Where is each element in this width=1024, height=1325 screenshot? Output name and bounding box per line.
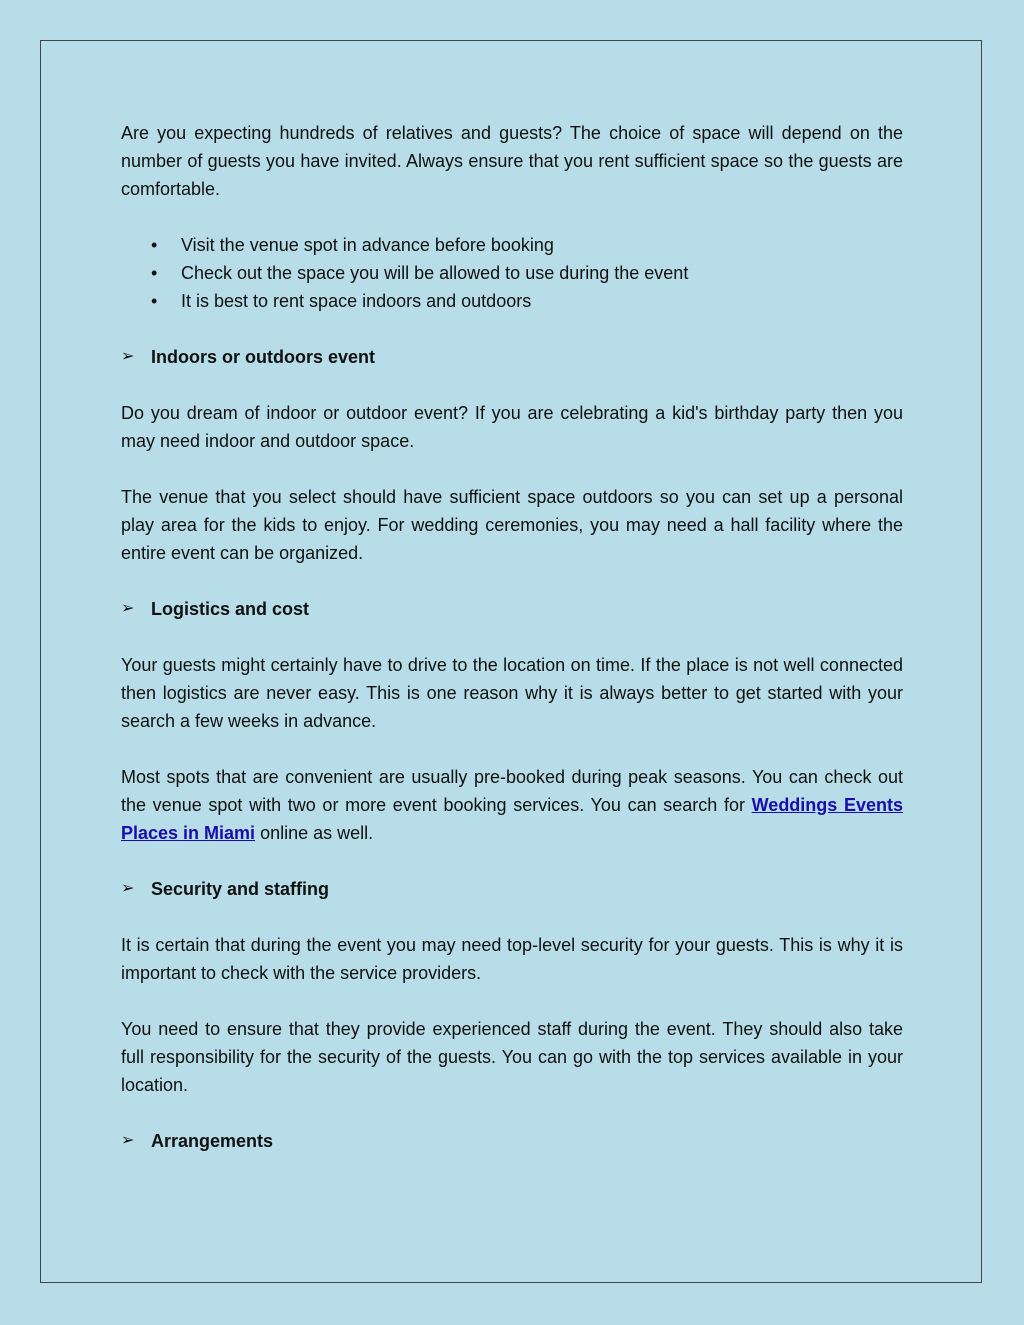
section-heading-text: Logistics and cost [151,599,310,619]
bullet-icon: • [151,291,158,311]
intro-bullet-list [121,231,903,315]
section-heading-indoors [121,343,903,371]
list-item-text: Visit the venue spot in advance before booking [181,235,554,255]
indoors-paragraph-2: The venue that you select should have sufficient space outdoors so you can set up a personal play area for the kids to enjoy. For wedding ceremonies, you may need a hall facility where the entire event can be organized. [121,487,903,563]
document-content [121,119,903,1183]
intro-paragraph: Are you expecting hundreds of relatives and guests? The choice of space will depend on the number of guests you have invited. Always ensure that you rent sufficient space so the guests are comfortable. [121,123,903,199]
list-item-text: Check out the space you will be allowed to use during the event [181,263,689,283]
logistics-paragraph-1: Your guests might certainly have to drive to the location on time. If the place is not well connected then logistics are never easy. This is one reason why it is always better to get started with your search a few weeks in advance. [121,655,903,731]
arrow-bullet-icon: ➢ [121,600,135,617]
bullet-icon: • [151,235,158,255]
bullet-icon: • [151,263,158,283]
security-paragraph-1: It is certain that during the event you may need top-level security for your guests. This is why it is important to check with the service providers. [121,935,903,983]
section-heading-text: Indoors or outdoors event [151,347,376,367]
section-heading-arrangements [121,1127,903,1155]
list-item [121,231,903,259]
logistics-text-before-link: Most spots that are convenient are usually pre-booked during peak seasons. You can check out the venue spot with two or more event booking services. You can search for [121,767,903,815]
logistics-paragraph-2 [121,763,903,847]
list-item [121,259,903,287]
arrow-bullet-icon: ➢ [121,348,135,365]
list-item [121,287,903,315]
indoors-paragraph-1: Do you dream of indoor or outdoor event? If you are celebrating a kid's birthday party then you may need indoor and outdoor space. [121,403,903,451]
section-heading-text: Security and staffing [151,879,330,899]
security-paragraph-2: You need to ensure that they provide experienced staff during the event. They should also take full responsibility for the security of the guests. You can go with the top services available in your location. [121,1019,903,1095]
section-heading-security [121,875,903,903]
weddings-events-link[interactable]: Weddings Events Places in Miami [121,795,903,843]
arrow-bullet-icon: ➢ [121,1132,135,1149]
logistics-text-after-link: online as well. [255,823,374,843]
arrow-bullet-icon: ➢ [121,880,135,897]
section-heading-text: Arrangements [151,1131,274,1151]
list-item-text: It is best to rent space indoors and outdoors [181,291,532,311]
section-heading-logistics [121,595,903,623]
